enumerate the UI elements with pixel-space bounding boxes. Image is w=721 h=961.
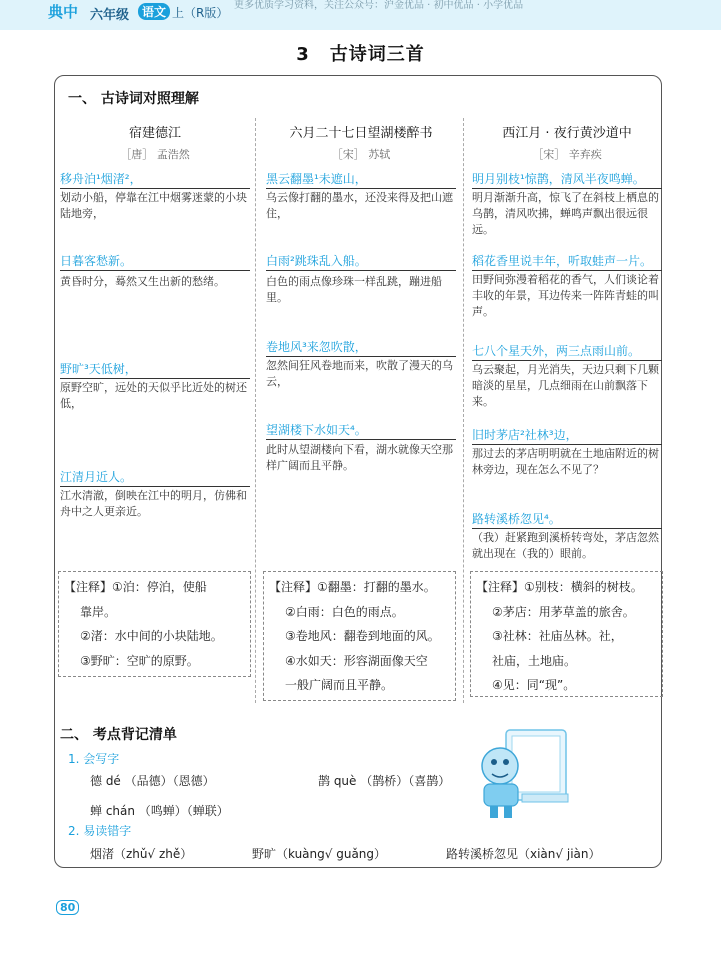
poem-line: 卷地风³来忽吹散， xyxy=(266,338,456,357)
note-line: 【注释】①别枝：横斜的树枝。 xyxy=(476,580,643,594)
book-logo: 典中 xyxy=(48,3,79,21)
poem-translation: （我）赶紧跑到溪桥转弯处，茅店忽然就出现在（我的）眼前。 xyxy=(472,531,659,560)
vocab-item: 蝉 chán （鸣蝉）（蝉联） xyxy=(90,804,229,818)
poem-translation: 江水清澈，倒映在江中的明月，仿佛和舟中之人更亲近。 xyxy=(60,489,247,518)
note-line: ③野旷：空旷的原野。 xyxy=(80,653,199,668)
note-line: ④见：同“现”。 xyxy=(492,678,576,692)
poem-translation: 乌云聚起，月光消失，天边只剩下几颗暗淡的星星，几点细雨在山前飘落下来。 xyxy=(472,363,659,408)
poem-line: 白雨²跳珠乱入船。 xyxy=(266,252,456,271)
note-line: ③社林：社庙丛林。社， xyxy=(492,629,623,643)
poem-line: 旧时茅店²社林³边， xyxy=(472,426,662,445)
poem-translation: 白色的雨点像珍珠一样乱跳，蹦进船里。 xyxy=(266,275,442,304)
lesson-number: 3 xyxy=(296,44,310,65)
poem-translation: 那过去的茅店明明就在土地庙附近的树林旁边，现在怎么不见了？ xyxy=(472,447,659,476)
note-line: 靠岸。 xyxy=(80,604,117,619)
poem-line: 江清月近人。 xyxy=(60,468,250,487)
poem-translation: 田野间弥漫着稻花的香气，人们谈论着丰收的年景，耳边传来一阵阵青蛙的叫声。 xyxy=(472,273,659,318)
subsection-misread: 2. 易读错字 xyxy=(68,824,132,838)
note-line: ②白雨：白色的雨点。 xyxy=(285,604,404,619)
page-title xyxy=(0,40,721,66)
poem-line: 稻花香里说丰年，听取蛙声一片。 xyxy=(472,252,662,271)
poem-translation: 乌云像打翻的墨水，还没来得及把山遮住， xyxy=(266,191,453,220)
poem-translation: 黄昏时分，蓦然又生出新的愁绪。 xyxy=(60,275,225,288)
poem-title: 六月二十七日望湖楼醉书 xyxy=(289,126,433,141)
poem-translation: 忽然间狂风卷地而来，吹散了漫天的乌云， xyxy=(266,359,453,388)
pronunciation-item: 野旷（kuàng√ guǎng） xyxy=(252,847,387,861)
section2-heading: 二、 考点背记清单 xyxy=(60,727,177,743)
grade-label: 六年级 xyxy=(90,8,130,23)
poem-author: ［宋］ 辛弃疾 xyxy=(532,148,602,161)
poem-author: ［宋］ 苏轼 xyxy=(331,148,391,161)
poem-line: 七八个星天外，两三点雨山前。 xyxy=(472,342,662,361)
mascot-illustration xyxy=(470,722,580,822)
pronunciation-item: 路转溪桥忽见（xiàn√ jiàn） xyxy=(446,847,601,861)
poem-title: 宿建德江 xyxy=(128,126,181,141)
poem-line: 路转溪桥忽见⁴。 xyxy=(472,510,662,529)
notes-box-1 xyxy=(58,571,251,677)
poem-line: 黑云翻墨¹未遮山， xyxy=(266,170,456,189)
note-line: ③卷地风：翻卷到地面的风。 xyxy=(285,629,440,643)
column-divider xyxy=(463,118,464,703)
section1-heading: 一、 古诗词对照理解 xyxy=(68,91,199,107)
header-band xyxy=(0,0,721,30)
vocab-item: 鹊 què （鹊桥）（喜鹊） xyxy=(318,774,451,788)
note-line: ④水如天：形容湖面像天空 xyxy=(285,653,428,668)
vocab-item: 德 dé （品德）（恩德） xyxy=(90,774,215,788)
poem-translation: 明月渐渐升高，惊飞了在斜枝上栖息的乌鹊，清风吹拂，蝉鸣声飘出很远很远。 xyxy=(472,191,659,236)
poem-line: 移舟泊¹烟渚²， xyxy=(60,170,250,189)
lesson-title: 古诗词三首 xyxy=(329,44,425,65)
note-line: ②渚：水中间的小块陆地。 xyxy=(80,629,223,643)
poem-author: ［唐］ 孟浩然 xyxy=(120,148,190,161)
poem-translation: 划动小船，停靠在江中烟雾迷蒙的小块陆地旁， xyxy=(60,191,247,220)
poem-line: 望湖楼下水如天⁴。 xyxy=(266,421,456,440)
poem-line: 野旷³天低树， xyxy=(60,360,250,379)
poem-line: 明月别枝¹惊鹊，清风半夜鸣蝉。 xyxy=(472,170,662,189)
volume-label: 上（R版） xyxy=(172,6,229,20)
header-top-line: 更多优质学习资料，关注公众号：沪金优品 · 初中优品 · 小学优品 xyxy=(234,0,524,11)
pronunciation-item: 烟渚（zhǔ√ zhě） xyxy=(90,847,193,861)
note-line: 【注释】①泊：停泊，使船 xyxy=(64,580,207,594)
note-line: ②茅店：用茅草盖的旅舍。 xyxy=(492,604,635,619)
note-line: 社庙，土地庙。 xyxy=(492,653,577,668)
poem-title: 西江月 · 夜行黄沙道中 xyxy=(502,126,632,141)
notes-box-2 xyxy=(263,571,456,701)
poem-translation: 原野空旷，远处的天似乎比近处的树还低， xyxy=(60,381,247,410)
notes-box-3 xyxy=(470,571,663,697)
subject-badge: 语文 xyxy=(138,3,170,20)
note-line: 【注释】①翻墨：打翻的墨水。 xyxy=(269,580,436,594)
note-line: 一般广阔而且平静。 xyxy=(285,678,394,692)
page-number: 80 xyxy=(56,900,79,915)
subsection-write: 1. 会写字 xyxy=(68,752,120,766)
column-divider xyxy=(255,118,256,703)
poem-translation: 此时从望湖楼向下看，湖水就像天空那样广阔而且平静。 xyxy=(266,443,453,472)
poem-line: 日暮客愁新。 xyxy=(60,252,250,271)
